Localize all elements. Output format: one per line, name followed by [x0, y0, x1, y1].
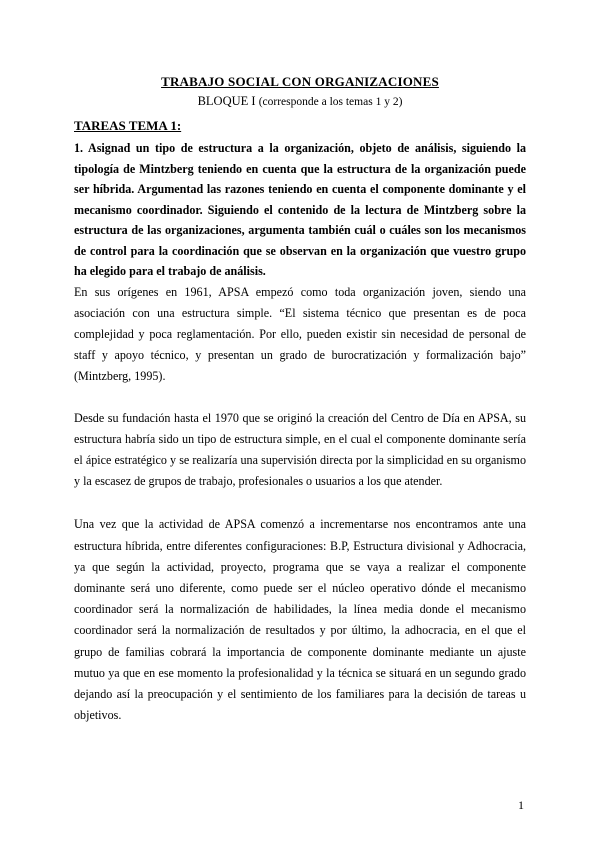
paragraph-foundation: Desde su fundación hasta el 1970 que se originó la creación del Centro de Día en APSA, su estructura habría sido un tipo de estructura simple, en el cual el componente dominante sería el ápice estratégico y se realizaría una supervisión directa por la simplicidad en su organismo y la escasez de grupos de trabajo, profesionales o usuarios a los que atender.: [74, 410, 526, 489]
section-heading: TAREAS TEMA 1:: [74, 118, 182, 133]
document-subtitle: [0, 94, 600, 109]
task-statement: 1. Asignad un tipo de estructura a la organización, objeto de análisis, siguiendo la tipología de Mintzberg teniendo en cuenta que la estructura de la organización puede ser híbrida. Argumentad las razones teniendo en cuenta el componente dominante y el mecanismo coordinador. Siguiendo el contenido de la lectura de Mintzberg sobre la estructura de las organizaciones, argumenta también cuál o cuáles son los mecanismos de control para la coordinación que se observan en la organización que vuestro grupo ha elegido para el trabajo de análisis.: [74, 141, 526, 278]
page-number: 1: [518, 798, 524, 812]
paragraph-origins: En sus orígenes en 1961, APSA empezó como toda organización joven, siendo una asociación con una estructura simple. “El sistema técnico que presentan es de poca complejidad y poca reglamentación. Por ello, pueden existir sin necesidad de personal de staff y apoyo técnico, y presentan un grado de burocratización y formalización bajo” (Mintzberg, 1995).: [74, 284, 526, 384]
subtitle-note: (corresponde a los temas 1 y 2): [258, 96, 403, 108]
subtitle-block: BLOQUE I: [197, 94, 256, 108]
document-body: [74, 112, 526, 726]
document-title: TRABAJO SOCIAL CON ORGANIZACIONES: [161, 74, 439, 89]
paragraph-hybrid-structure: Una vez que la actividad de APSA comenzó a incrementarse nos encontramos ante una estructura híbrida, entre diferentes configuraciones: B.P, Estructura divisional y Adhocracia, ya que según la actividad, proyecto, programa que se vaya a realizar el componente dominante será uno diferente, como puede ser el núcleo operativo dónde el mecanismo coordinador será la normalización de habilidades, la línea media donde el mecanismo coordinador será la normalización de resultados y por último, la adhocracia, en el que el grupo de familias cobrará la importancia de componente dominante mediante un ajuste mutuo ya que en ese momento la profesionalidad y la técnica se situará en un segundo grado dejando así la preocupación y el sentimiento de los familiares para la decisión de tareas u objetivos.: [74, 517, 526, 723]
